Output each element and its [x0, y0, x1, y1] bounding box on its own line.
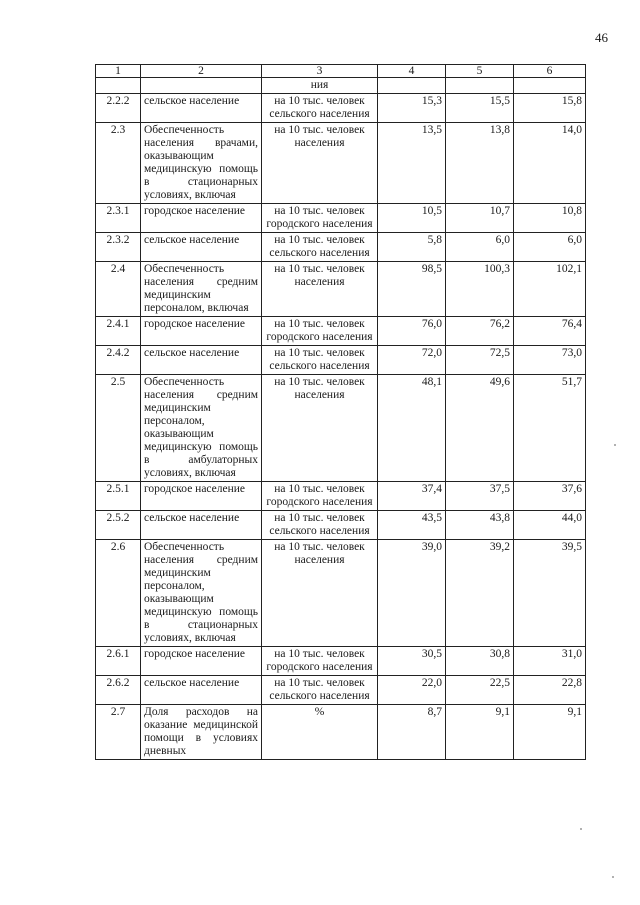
- value-col6-cell: 6,0: [514, 233, 586, 262]
- indicator-name-cell: сельское население: [141, 94, 262, 123]
- table-row: [96, 317, 586, 346]
- table-row: [96, 233, 586, 262]
- value-col4-cell: 15,3: [378, 94, 446, 123]
- header-cell-3: 3: [262, 65, 378, 78]
- table-carry-row: [96, 78, 586, 94]
- indicator-name-cell: городское население: [141, 647, 262, 676]
- value-col4-cell: 30,5: [378, 647, 446, 676]
- value-col5-cell: 10,7: [446, 204, 514, 233]
- row-number-cell: 2.2.2: [96, 94, 141, 123]
- row-number-cell: 2.5.2: [96, 511, 141, 540]
- value-col5-cell: 39,2: [446, 540, 514, 647]
- unit-cell: на 10 тыс. человек населения: [262, 262, 378, 317]
- value-col6-cell: 73,0: [514, 346, 586, 375]
- value-col6-cell: 31,0: [514, 647, 586, 676]
- unit-cell: на 10 тыс. человек городского населения: [262, 317, 378, 346]
- value-col6-cell: 102,1: [514, 262, 586, 317]
- table-row: [96, 123, 586, 204]
- page-number: 46: [595, 30, 608, 45]
- unit-cell: на 10 тыс. человек сельского населения: [262, 511, 378, 540]
- row-number-cell: 2.3: [96, 123, 141, 204]
- header-cell-1: 1: [96, 65, 141, 78]
- value-col5-cell: 13,8: [446, 123, 514, 204]
- table-row: [96, 262, 586, 317]
- header-cell-5: 5: [446, 65, 514, 78]
- indicator-name-cell: Обеспеченность населения средним медицинским персоналом, включая: [141, 262, 262, 317]
- indicator-name-cell: городское население: [141, 204, 262, 233]
- header-cell-4: 4: [378, 65, 446, 78]
- unit-cell: %: [262, 705, 378, 760]
- value-col4-cell: 98,5: [378, 262, 446, 317]
- value-col4-cell: 22,0: [378, 676, 446, 705]
- row-number-cell: 2.4.2: [96, 346, 141, 375]
- indicator-name-cell: Доля расходов на оказание медицинской помощи в условиях дневных: [141, 705, 262, 760]
- value-col4-cell: 37,4: [378, 482, 446, 511]
- value-col4-cell: 5,8: [378, 233, 446, 262]
- table-row: [96, 705, 586, 760]
- indicator-name-cell: Обеспеченность населения средним медицинским персоналом, оказывающим медицинскую помощь в амбулаторных условиях, включая: [141, 375, 262, 482]
- value-col5-cell: 37,5: [446, 482, 514, 511]
- value-col4-cell: 76,0: [378, 317, 446, 346]
- header-cell-2: 2: [141, 65, 262, 78]
- value-col6-cell: 15,8: [514, 94, 586, 123]
- row-number-cell: 2.7: [96, 705, 141, 760]
- unit-cell: на 10 тыс. человек сельского населения: [262, 94, 378, 123]
- value-col6-cell: 51,7: [514, 375, 586, 482]
- row-number-cell: 2.4.1: [96, 317, 141, 346]
- value-col5-cell: 22,5: [446, 676, 514, 705]
- value-col4-cell: 8,7: [378, 705, 446, 760]
- scan-speck: [612, 876, 614, 878]
- carry-unit-cell: ния: [262, 78, 378, 94]
- indicator-name-cell: городское население: [141, 317, 262, 346]
- table-row: [96, 676, 586, 705]
- unit-cell: на 10 тыс. человек городского населения: [262, 204, 378, 233]
- value-col5-cell: 6,0: [446, 233, 514, 262]
- unit-cell: на 10 тыс. человек населения: [262, 375, 378, 482]
- value-col4-cell: 10,5: [378, 204, 446, 233]
- value-col5-cell: 76,2: [446, 317, 514, 346]
- row-number-cell: 2.5: [96, 375, 141, 482]
- value-col5-cell: 30,8: [446, 647, 514, 676]
- value-col4-cell: 43,5: [378, 511, 446, 540]
- unit-cell: на 10 тыс. человек сельского населения: [262, 233, 378, 262]
- table-header-row: [96, 65, 586, 78]
- unit-cell: на 10 тыс. человек городского населения: [262, 647, 378, 676]
- row-number-cell: 2.6.1: [96, 647, 141, 676]
- unit-cell: на 10 тыс. человек населения: [262, 123, 378, 204]
- value-col5-cell: 100,3: [446, 262, 514, 317]
- indicator-name-cell: Обеспеченность населения врачами, оказывающим медицинскую помощь в стационарных условиях, включая: [141, 123, 262, 204]
- row-number-cell: 2.3.2: [96, 233, 141, 262]
- row-number-cell: 2.4: [96, 262, 141, 317]
- table-row: [96, 647, 586, 676]
- table-row: [96, 346, 586, 375]
- value-col4-cell: 72,0: [378, 346, 446, 375]
- value-col5-cell: 15,5: [446, 94, 514, 123]
- table-row: [96, 375, 586, 482]
- indicator-name-cell: сельское население: [141, 511, 262, 540]
- value-col6-cell: 9,1: [514, 705, 586, 760]
- table-row: [96, 482, 586, 511]
- indicators-table: [95, 64, 586, 760]
- value-col5-cell: 49,6: [446, 375, 514, 482]
- indicator-name-cell: городское население: [141, 482, 262, 511]
- row-number-cell: 2.6: [96, 540, 141, 647]
- value-col6-cell: 10,8: [514, 204, 586, 233]
- indicator-name-cell: сельское население: [141, 346, 262, 375]
- row-number-cell: 2.6.2: [96, 676, 141, 705]
- value-col5-cell: 72,5: [446, 346, 514, 375]
- value-col6-cell: 39,5: [514, 540, 586, 647]
- value-col6-cell: 22,8: [514, 676, 586, 705]
- unit-cell: на 10 тыс. человек сельского населения: [262, 676, 378, 705]
- value-col4-cell: 39,0: [378, 540, 446, 647]
- scan-speck: [614, 444, 616, 446]
- indicator-name-cell: сельское население: [141, 676, 262, 705]
- unit-cell: на 10 тыс. человек сельского населения: [262, 346, 378, 375]
- table-row: [96, 204, 586, 233]
- value-col4-cell: 48,1: [378, 375, 446, 482]
- table-row: [96, 511, 586, 540]
- value-col4-cell: 13,5: [378, 123, 446, 204]
- value-col6-cell: 14,0: [514, 123, 586, 204]
- unit-cell: на 10 тыс. человек населения: [262, 540, 378, 647]
- table-row: [96, 94, 586, 123]
- value-col5-cell: 9,1: [446, 705, 514, 760]
- row-number-cell: 2.5.1: [96, 482, 141, 511]
- value-col6-cell: 37,6: [514, 482, 586, 511]
- table-row: [96, 540, 586, 647]
- unit-cell: на 10 тыс. человек городского населения: [262, 482, 378, 511]
- indicator-name-cell: Обеспеченность населения средним медицинским персоналом, оказывающим медицинскую помощь в стационарных условиях, включая: [141, 540, 262, 647]
- value-col6-cell: 76,4: [514, 317, 586, 346]
- scan-speck: [580, 828, 582, 830]
- row-number-cell: 2.3.1: [96, 204, 141, 233]
- value-col5-cell: 43,8: [446, 511, 514, 540]
- value-col6-cell: 44,0: [514, 511, 586, 540]
- indicator-name-cell: сельское население: [141, 233, 262, 262]
- header-cell-6: 6: [514, 65, 586, 78]
